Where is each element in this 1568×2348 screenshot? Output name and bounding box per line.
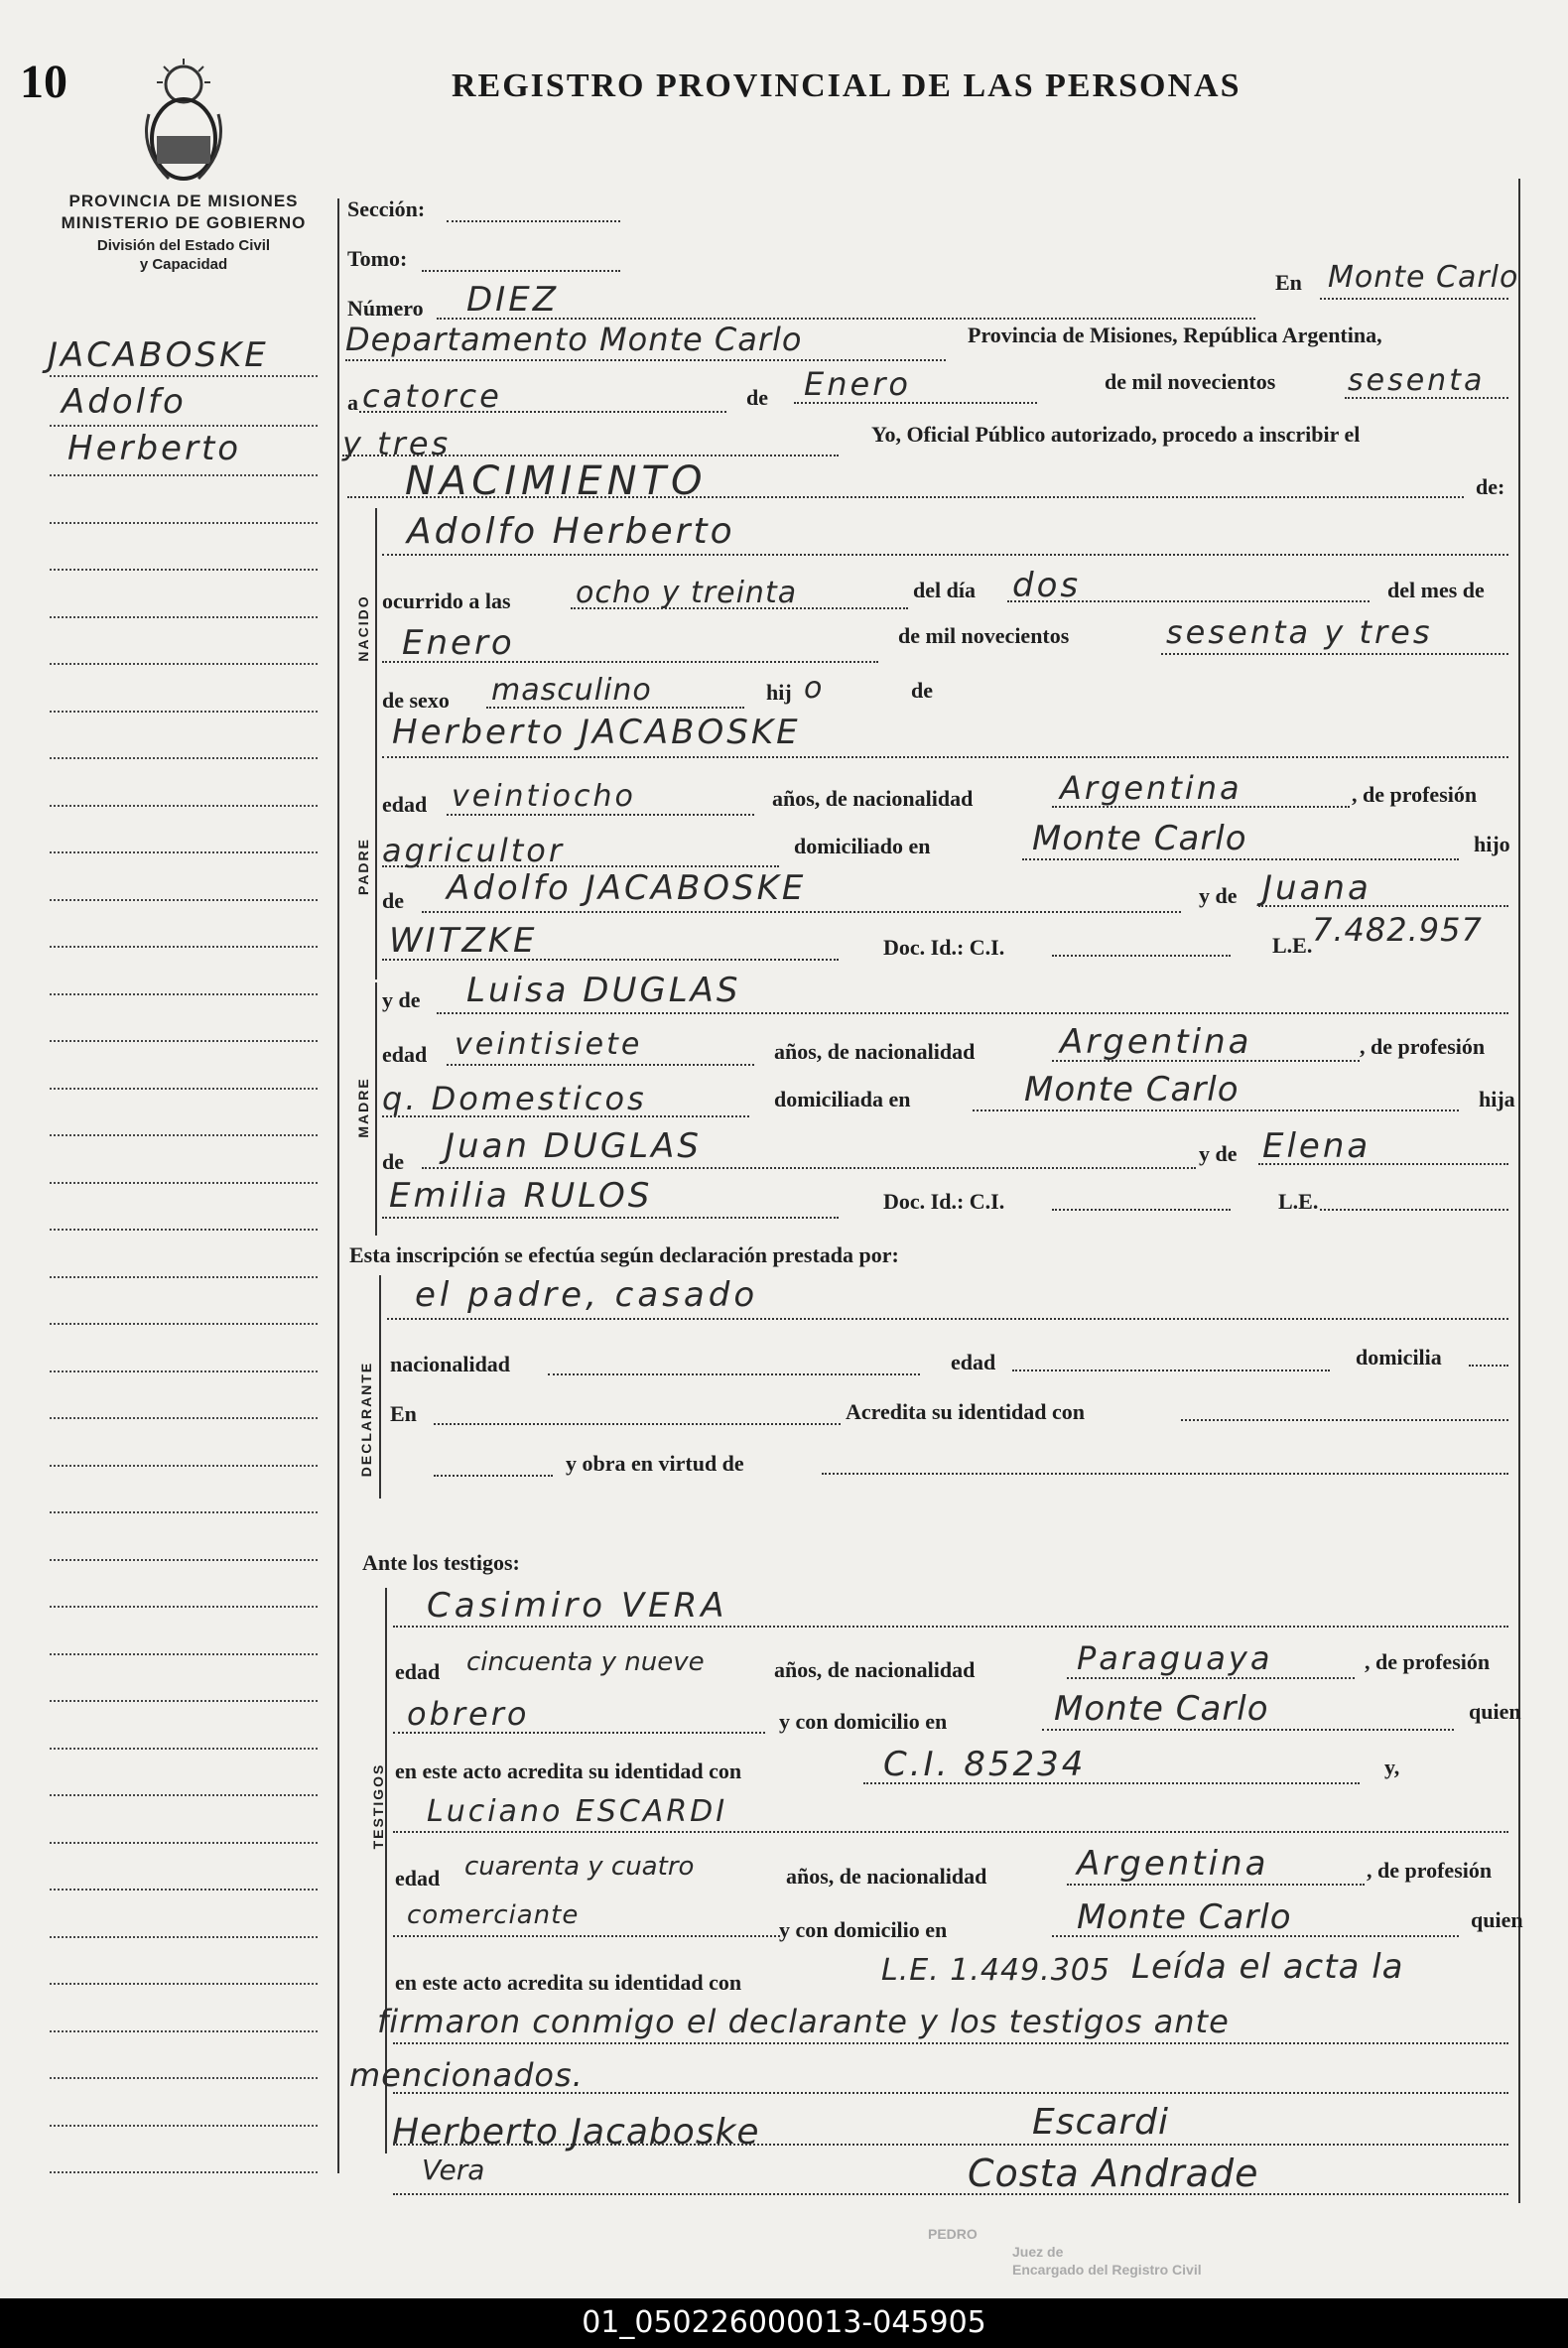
madre-dom-line: [973, 1109, 1459, 1111]
margin-line: [50, 2125, 318, 2127]
hora-line: [571, 607, 908, 609]
acto-value: NACIMIENTO: [405, 458, 708, 504]
padre-bar: [375, 719, 377, 979]
madre-prof-line: [382, 1115, 749, 1117]
image-id-footer: [0, 2298, 1568, 2348]
esta-inscripcion-label: Esta inscripción se efectúa según declaración prestada por:: [349, 1242, 899, 1267]
coat-of-arms-icon: [139, 55, 228, 184]
margin-line: [50, 851, 318, 853]
t2-dom-label: y con domicilio en: [779, 1917, 948, 1942]
margin-surname: JACABOSKE: [48, 335, 269, 375]
madre-madre-1-value: Elena: [1262, 1126, 1372, 1166]
t1-y-label: y,: [1384, 1755, 1400, 1779]
declarante-section-label: DECLARANTE: [358, 1361, 374, 1478]
padre-madre-1-value: Juana: [1262, 868, 1372, 908]
margin-name-1: Adolfo: [62, 382, 187, 422]
obra-line: [822, 1473, 1508, 1475]
t2-dom-value: Monte Carlo: [1077, 1897, 1292, 1937]
agency-capacity: y Capacidad: [139, 256, 228, 273]
margin-line: [50, 1323, 318, 1325]
t2-anos-label: años, de nacionalidad: [786, 1864, 987, 1889]
ocurrido-label: ocurrido a las: [382, 588, 511, 613]
padre-prof-value: agricultor: [382, 832, 566, 869]
madre-de-label: de: [382, 1149, 404, 1174]
madre-nac-line: [1052, 1060, 1360, 1062]
provincia-label: Provincia de Misiones, República Argentina,: [968, 323, 1382, 347]
acto-line: [347, 496, 1464, 498]
acredita-label: Acredita su identidad con: [846, 1399, 1086, 1424]
madre-madre-2-value: Emilia RULOS: [389, 1176, 653, 1216]
yo-oficial-label: Yo, Oficial Público autorizado, procedo a inscribir el: [871, 422, 1361, 447]
agency-block: [40, 192, 327, 273]
t2-edad-value: cuarenta y cuatro: [464, 1852, 695, 1882]
margin-line: [50, 1794, 318, 1796]
mes-nac-line: [382, 661, 878, 663]
closing-line-2-rule: [393, 2042, 1508, 2044]
padre-edad-line: [447, 814, 754, 816]
ante-testigos-label: Ante los testigos:: [362, 1550, 520, 1575]
margin-line: [50, 1040, 318, 1042]
dia-nac-value: dos: [1012, 566, 1082, 605]
signature-rule-2: [393, 2193, 1508, 2195]
margin-line: [50, 474, 318, 476]
margin-line: [50, 663, 318, 665]
mes-nac-value: Enero: [402, 623, 515, 663]
margin-line: [50, 757, 318, 759]
t1-prof-label: , de profesión: [1365, 1649, 1491, 1674]
en-value: Monte Carlo: [1328, 260, 1519, 295]
anio-1-line: [1345, 397, 1508, 399]
anio-1-value: sesenta: [1348, 363, 1486, 398]
testigos-section-label: TESTIGOS: [370, 1762, 386, 1850]
nacido-section-label: NACIDO: [355, 594, 371, 662]
declarante-edad-line: [1012, 1370, 1330, 1371]
madre-anos-label: años, de nacionalidad: [774, 1039, 976, 1064]
madre-value: Luisa DUGLAS: [466, 971, 741, 1010]
del-dia-label: del día: [913, 578, 976, 602]
t1-dom-line: [1042, 1729, 1454, 1731]
dia-line: [359, 411, 726, 413]
agency-province: PROVINCIA DE MISIONES: [68, 192, 299, 210]
hijo-label: hijo: [1474, 832, 1510, 856]
sexo-value: masculino: [491, 673, 652, 708]
madre-edad-line: [447, 1064, 754, 1066]
padre-edad-label: edad: [382, 792, 428, 817]
madre-bar: [375, 982, 377, 1236]
t2-nac-line: [1067, 1884, 1365, 1886]
madre-y-de-label: y de: [382, 987, 421, 1012]
departamento-value: Departamento Monte Carlo: [345, 321, 803, 358]
madre-edad-value: veintisiete: [455, 1027, 643, 1062]
hij-value: o: [804, 671, 826, 706]
margin-line: [50, 1511, 318, 1513]
t2-nac-value: Argentina: [1077, 1844, 1269, 1884]
margin-line: [50, 1889, 318, 1891]
madre-dom-value: Monte Carlo: [1024, 1070, 1240, 1109]
madre-le-label: L.E.: [1278, 1189, 1319, 1214]
numero-label: Número: [347, 296, 424, 321]
declarante-domicilia-line: [1469, 1365, 1508, 1367]
nombre-value: Adolfo Herberto: [407, 511, 735, 552]
margin-line: [50, 1653, 318, 1655]
madre-madre-2-line: [382, 1217, 839, 1219]
margin-line: [50, 1700, 318, 1702]
padre-doc-label: Doc. Id.: C.I.: [883, 935, 1005, 960]
t2-doc-value: L.E. 1.449.305: [881, 1953, 1111, 1988]
padre-nac-value: Argentina: [1060, 769, 1242, 807]
padre-dom-line: [1022, 858, 1459, 860]
margin-line: [50, 1370, 318, 1372]
signature-vera: Vera: [422, 2153, 485, 2186]
padre-de-label: de: [382, 888, 404, 913]
hij-label: hij: [766, 680, 792, 705]
t2-dom-line: [1052, 1935, 1459, 1937]
signature-jacaboske: Herberto Jacaboske: [392, 2112, 760, 2152]
numero-value: DIEZ: [466, 280, 559, 320]
declarante-en-label: En: [390, 1401, 417, 1426]
padre-edad-value: veintiocho: [452, 779, 636, 814]
padre-nac-line: [1052, 806, 1350, 808]
madre-padre-line: [422, 1167, 1196, 1169]
madre-padre-value: Juan DUGLAS: [445, 1126, 702, 1166]
t1-dom-label: y con domicilio en: [779, 1709, 948, 1734]
a-label: a: [347, 390, 358, 415]
closing-line-2: firmaron conmigo el declarante y los testigos ante: [377, 2003, 1230, 2040]
en-label: En: [1275, 270, 1302, 295]
t2-edad-label: edad: [395, 1866, 441, 1891]
padre-y-de-label: y de: [1199, 883, 1238, 908]
declarante-domicilia-label: domicilia: [1356, 1345, 1442, 1370]
image-id-text: 01_050226000013-045905: [582, 2305, 986, 2340]
stamp-title: Juez de: [1012, 2244, 1064, 2260]
padre-padre-value: Adolfo JACABOSKE: [447, 868, 807, 908]
declarante-nac-label: nacionalidad: [390, 1352, 511, 1376]
margin-line: [50, 1134, 318, 1136]
anio-2-line: [342, 455, 839, 457]
dia-value: catorce: [362, 377, 502, 415]
document-title: REGISTRO PROVINCIAL DE LAS PERSONAS: [452, 67, 1241, 104]
form-frame-left: [337, 198, 339, 2173]
en-line: [1320, 298, 1508, 300]
closing-line-3: mencionados.: [349, 2056, 584, 2094]
margin-line: [50, 1229, 318, 1231]
madre-section-label: MADRE: [355, 1077, 371, 1138]
margin-line: [50, 1276, 318, 1278]
closing-line-3-rule: [393, 2092, 1508, 2094]
t1-doc-value: C.I. 85234: [883, 1745, 1087, 1784]
folio-number: 10: [20, 56, 67, 108]
madre-prof-label: , de profesión: [1360, 1034, 1486, 1059]
t1-quien-label: quien: [1469, 1699, 1521, 1724]
t1-anos-label: años, de nacionalidad: [774, 1657, 976, 1682]
t1-doc-line: [863, 1782, 1360, 1784]
margin-line: [50, 1417, 318, 1419]
de-label-2: de: [911, 678, 933, 703]
numero-line: [437, 318, 1255, 320]
domiciliado-label: domiciliado en: [794, 834, 931, 858]
margin-line: [50, 805, 318, 807]
t1-nac-line: [1067, 1677, 1355, 1679]
t1-dom-value: Monte Carlo: [1054, 1689, 1269, 1729]
t1-prof-line: [393, 1732, 765, 1734]
margin-line: [50, 616, 318, 618]
anio-2-value: y tres: [342, 425, 452, 462]
t2-prof-label: , de profesión: [1367, 1858, 1493, 1883]
obra-virtud-label: y obra en virtud de: [566, 1451, 744, 1476]
margin-line: [50, 946, 318, 948]
margin-line: [50, 2077, 318, 2079]
t2-quien-label: quien: [1471, 1907, 1523, 1932]
t1-nac-value: Paraguaya: [1077, 1639, 1273, 1677]
margin-line: [50, 711, 318, 713]
madre-madre-1-line: [1258, 1163, 1508, 1165]
de-colon-label: de:: [1476, 474, 1505, 499]
padre-madre-1-line: [1258, 905, 1508, 907]
hora-value: ocho y treinta: [576, 576, 798, 610]
official-stamp: [928, 2225, 1202, 2279]
testigo1-value: Casimiro VERA: [427, 1586, 728, 1626]
padre-line: [382, 756, 1508, 758]
mes-line: [794, 402, 1037, 404]
padre-section-label: PADRE: [355, 838, 371, 895]
declarante-nac-line: [548, 1373, 920, 1375]
margin-line: [50, 1465, 318, 1467]
mil-nov-label: de mil novecientos: [1105, 369, 1276, 394]
padre-prof-label: , de profesión: [1352, 782, 1478, 807]
margin-line: [50, 375, 318, 377]
hija-label: hija: [1479, 1087, 1515, 1111]
departamento-line: [345, 359, 946, 361]
margin-line: [50, 1182, 318, 1184]
signature-official: Costa Andrade: [968, 2152, 1259, 2195]
margin-line: [50, 1983, 318, 1985]
seccion-line: [447, 220, 620, 222]
t1-prof-value: obrero: [407, 1695, 530, 1733]
madre-y-de-label-2: y de: [1199, 1141, 1238, 1166]
padre-dom-value: Monte Carlo: [1032, 819, 1247, 858]
declarante-line: [387, 1318, 1508, 1320]
anio-nac-value: sesenta y tres: [1166, 613, 1433, 651]
padre-le-value: 7.482.957: [1312, 911, 1483, 949]
margin-line: [50, 899, 318, 901]
dia-nac-line: [1007, 600, 1370, 602]
acredita-line: [1181, 1419, 1508, 1421]
testigo2-value: Luciano ESCARDI: [427, 1794, 728, 1829]
seccion-label: Sección:: [347, 196, 426, 221]
tomo-line: [422, 270, 620, 272]
padre-madre-2-value: WITZKE: [389, 921, 538, 961]
declarante-bar: [379, 1275, 381, 1499]
madre-line: [437, 1012, 1508, 1014]
madre-edad-label: edad: [382, 1042, 428, 1067]
closing-line-1: Leída el acta la: [1131, 1947, 1404, 1987]
margin-line: [50, 1936, 318, 1938]
mes-value: Enero: [804, 365, 911, 403]
padre-prof-line: [382, 865, 779, 867]
domiciliada-label: domiciliada en: [774, 1087, 911, 1111]
obra-pre-line: [434, 1475, 553, 1477]
padre-padre-line: [422, 911, 1181, 913]
signature-rule-1: [393, 2144, 1508, 2146]
del-mes-label: del mes de: [1387, 578, 1485, 602]
t2-en-este-acto-label: en este acto acredita su identidad con: [395, 1970, 742, 1995]
madre-doc-label: Doc. Id.: C.I.: [883, 1189, 1005, 1214]
t1-en-este-acto-label: en este acto acredita su identidad con: [395, 1759, 742, 1783]
testigo1-line: [393, 1626, 1508, 1628]
margin-line: [50, 1088, 318, 1090]
margin-line: [50, 1606, 318, 1608]
margin-line: [50, 522, 318, 524]
declarante-value: el padre, casado: [415, 1275, 759, 1315]
madre-nac-value: Argentina: [1060, 1022, 1252, 1062]
madre-prof-value: q. Domesticos: [382, 1080, 647, 1117]
form-frame-right: [1518, 179, 1520, 2203]
padre-le-label: L.E.: [1272, 933, 1313, 958]
margin-line: [50, 569, 318, 571]
padre-madre-2-line: [382, 959, 839, 961]
de-mil-nov-label: de mil novecientos: [898, 623, 1070, 648]
margin-line: [50, 1842, 318, 1844]
t2-prof-value: comerciante: [407, 1900, 580, 1930]
madre-le-line: [1320, 1209, 1508, 1211]
margin-line: [50, 993, 318, 995]
margin-line: [50, 2171, 318, 2173]
stamp-name: PEDRO: [928, 2226, 978, 2242]
stamp-role: Encargado del Registro Civil: [1012, 2262, 1202, 2278]
tomo-label: Tomo:: [347, 246, 408, 271]
t2-prof-line: [393, 1935, 780, 1937]
margin-line: [50, 425, 318, 427]
agency-division: División del Estado Civil: [96, 237, 271, 254]
t1-edad-label: edad: [395, 1659, 441, 1684]
de-sexo-label: de sexo: [382, 688, 450, 713]
margin-line: [50, 1559, 318, 1561]
madre-ci-line: [1052, 1209, 1231, 1211]
declarante-en-line: [434, 1423, 841, 1425]
margin-name-2: Herberto: [67, 429, 242, 468]
declarante-edad-label: edad: [951, 1350, 996, 1374]
t1-edad-value: cincuenta y nueve: [466, 1647, 705, 1677]
signature-escardi: Escardi: [1032, 2102, 1170, 2143]
padre-ci-line: [1052, 955, 1231, 957]
nombre-line: [382, 554, 1508, 556]
sexo-line: [486, 707, 744, 709]
testigo2-line: [393, 1831, 1508, 1833]
anio-nac-line: [1161, 653, 1508, 655]
margin-line: [50, 2030, 318, 2032]
padre-value: Herberto JACABOSKE: [392, 713, 801, 752]
agency-ministry: MINISTERIO DE GOBIERNO: [61, 213, 307, 232]
margin-line: [50, 1748, 318, 1750]
de-label-1: de: [746, 385, 768, 410]
padre-anos-label: años, de nacionalidad: [772, 786, 974, 811]
nacido-bar: [375, 508, 377, 719]
